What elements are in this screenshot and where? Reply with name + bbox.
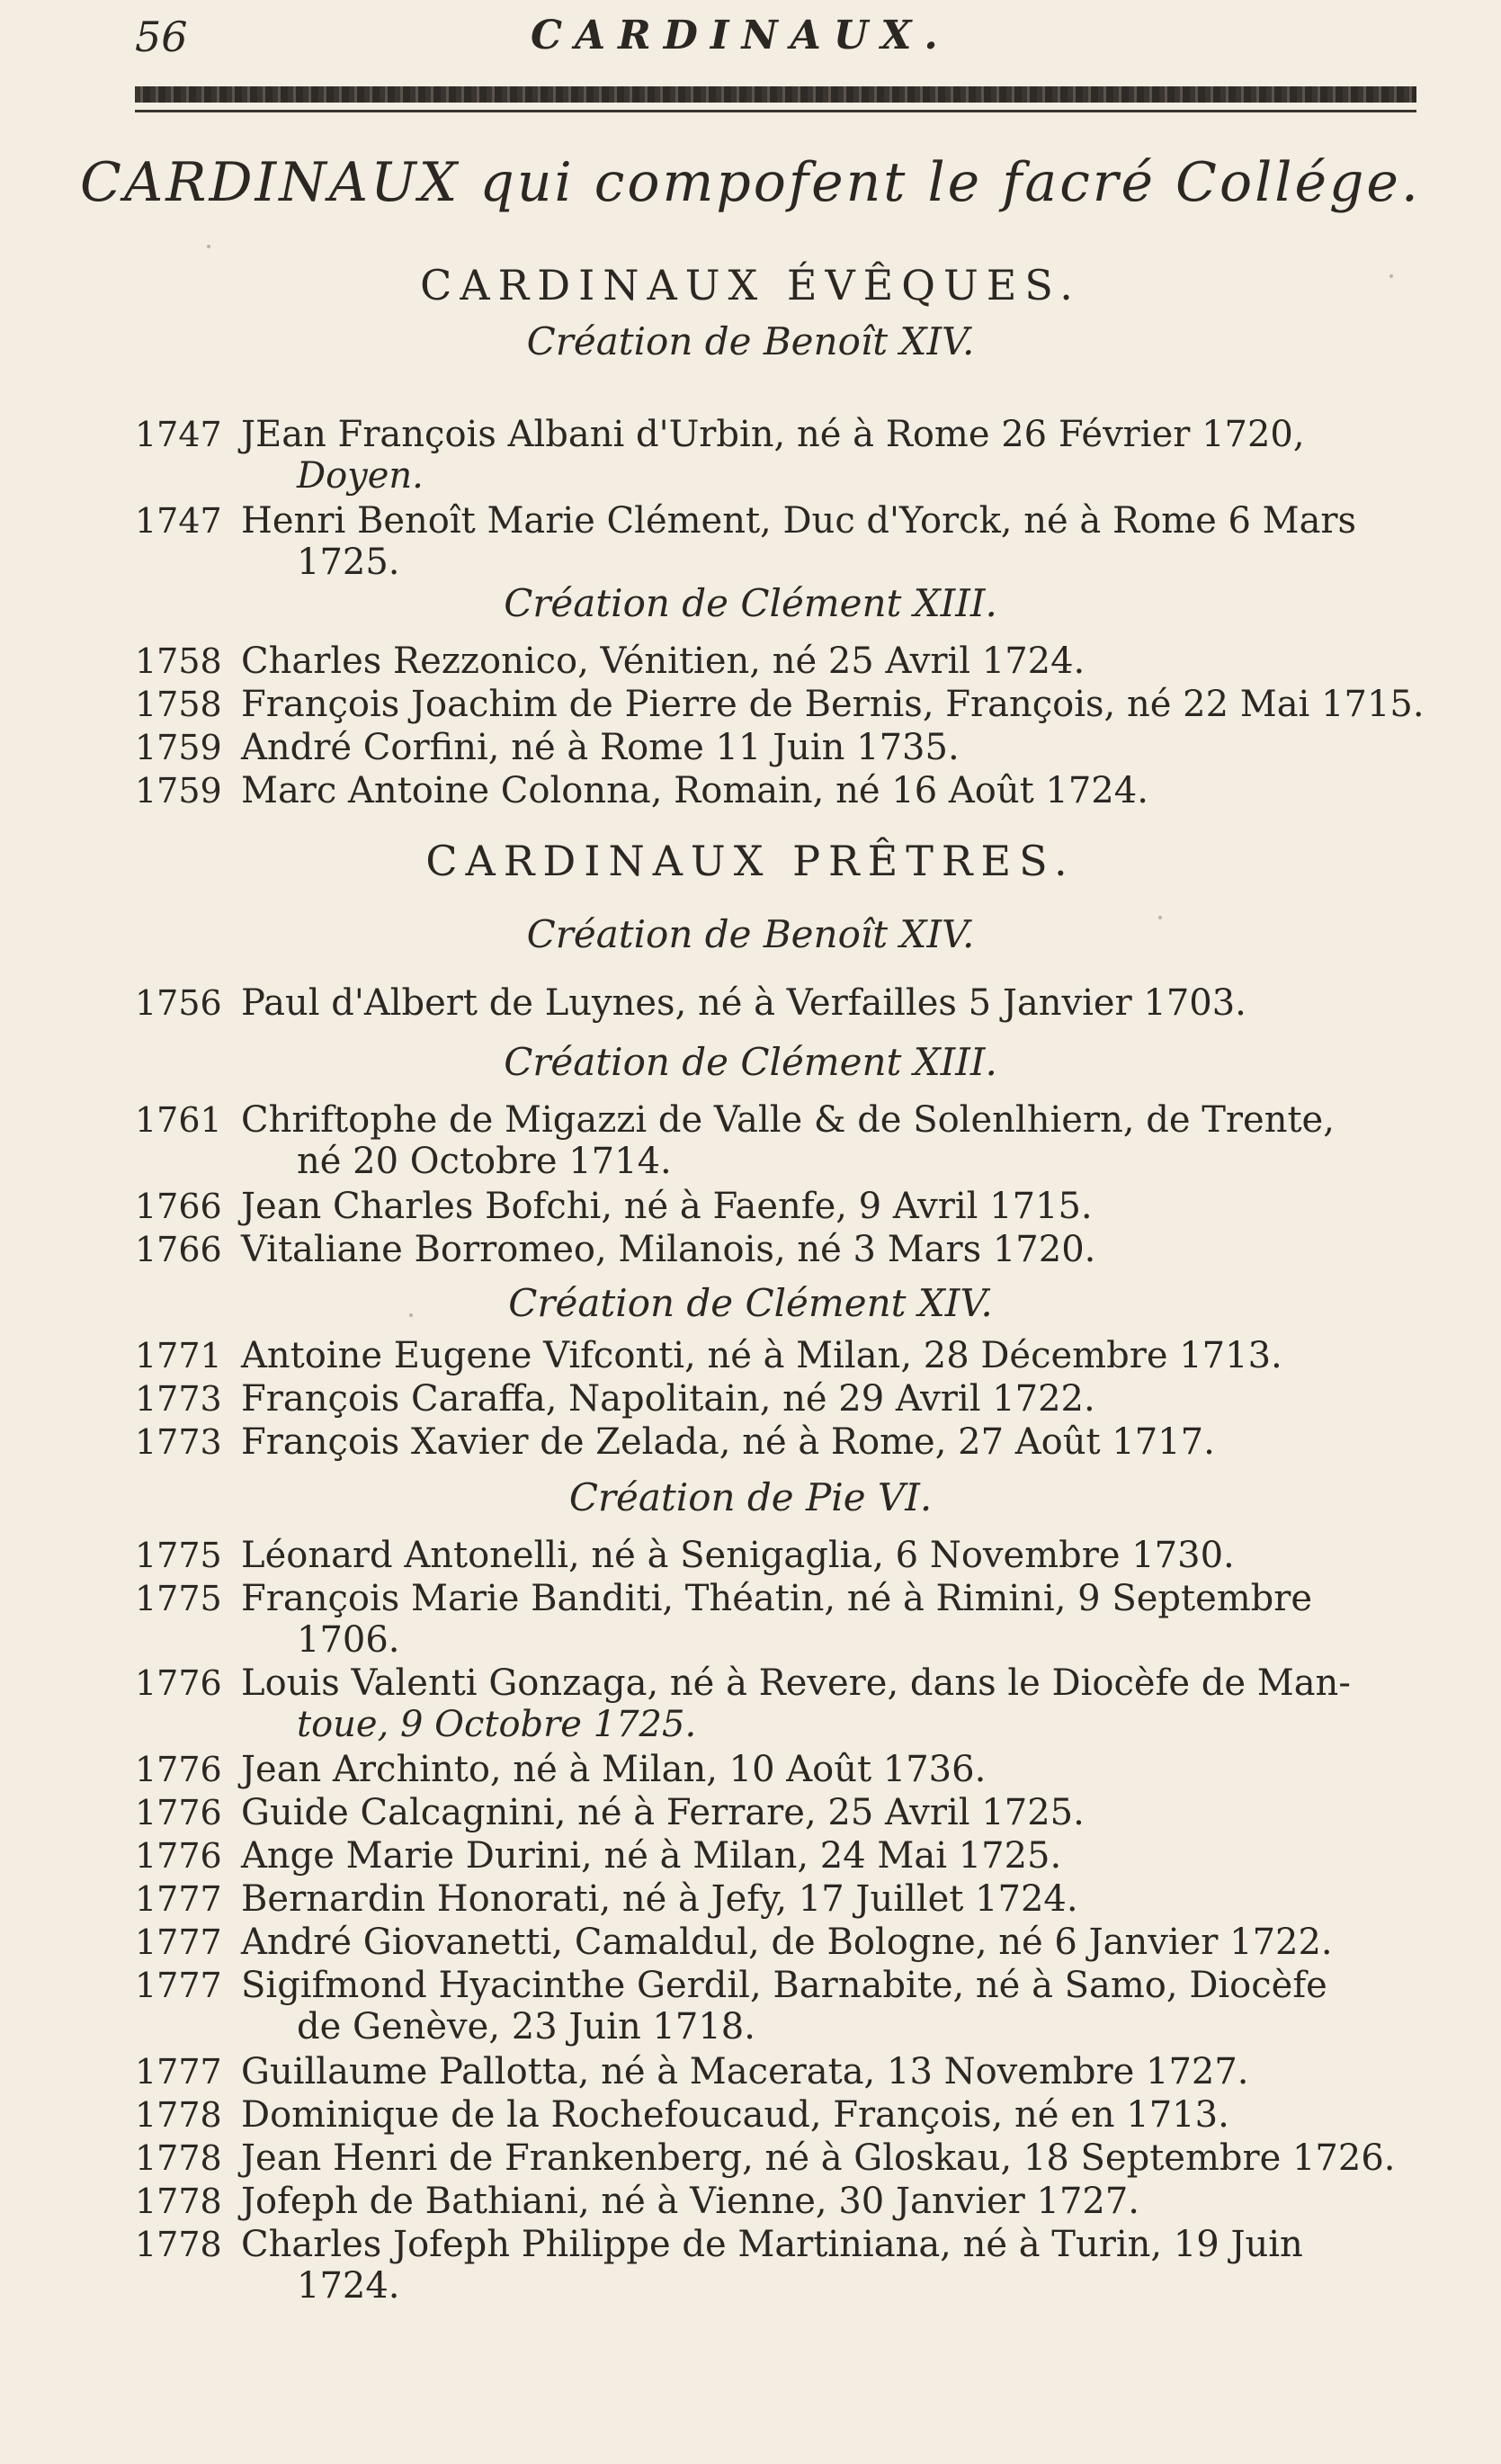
entry-year: 1758 [135, 641, 222, 681]
entry-year: 1776 [135, 1836, 222, 1876]
entry-text: Ange Marie Durini, né à Milan, 24 Mai 1725. [241, 1835, 1062, 1877]
entry-text: Vitaliane Borromeo, Milanois, né 3 Mars 1720. [241, 1229, 1096, 1270]
entry-text: Léonard Antonelli, né à Senigaglia, 6 Novembre 1730. [241, 1535, 1235, 1576]
entry-year: 1775 [135, 1579, 222, 1618]
entry-text: Jean Archinto, né à Milan, 10 Août 1736. [241, 1749, 987, 1790]
entry-text: Charles Rezzonico, Vénitien, né 25 Avril 1724. [241, 641, 1086, 682]
paper-speck [1158, 916, 1162, 919]
entry-continuation: 1706. [297, 1619, 400, 1661]
entry-text: François Caraffa, Napolitain, né 29 Avril 1722. [241, 1378, 1095, 1420]
creation-heading: Création de Clément XIV. [508, 1281, 993, 1325]
paper-speck [207, 245, 210, 248]
entry-text: André Giovanetti, Camaldul, de Bologne, né 6 Janvier 1722. [241, 1922, 1333, 1963]
entry-year: 1771 [135, 1336, 222, 1375]
entry-year: 1756 [135, 983, 222, 1023]
entry-year: 1778 [135, 2095, 222, 2135]
entry-text: Chriftophe de Migazzi de Valle & de Solenlhiern, de Trente, [241, 1099, 1335, 1141]
entry-year: 1747 [135, 501, 222, 541]
entry-year: 1776 [135, 1793, 222, 1832]
entry-text: Louis Valenti Gonzaga, né à Revere, dans le Diocèfe de Man- [241, 1662, 1351, 1704]
paper-speck [1389, 274, 1393, 278]
rule-thin [135, 110, 1416, 112]
entry-year: 1776 [135, 1750, 222, 1789]
creation-heading: Création de Pie VI. [568, 1475, 933, 1519]
entry-year: 1761 [135, 1100, 222, 1140]
entry-year: 1758 [135, 685, 222, 724]
entry-continuation: Doyen. [297, 455, 424, 497]
entry-year: 1777 [135, 2052, 222, 2092]
entry-text: JEan François Albani d'Urbin, né à Rome 26 Février 1720, [241, 414, 1305, 455]
creation-heading: Création de Benoît XIV. [526, 319, 975, 363]
entry-text: Antoine Eugene Vifconti, né à Milan, 28 Décembre 1713. [241, 1335, 1282, 1376]
creation-heading: Création de Clément XIII. [504, 1040, 997, 1084]
entry-continuation: de Genève, 23 Juin 1718. [297, 2006, 755, 2047]
entry-text: Dominique de la Rochefoucaud, François, né en 1713. [241, 2094, 1229, 2136]
entry-text: Paul d'Albert de Luynes, né à Verfailles 5 Janvier 1703. [241, 982, 1246, 1024]
entry-text: André Corfini, né à Rome 11 Juin 1735. [241, 727, 960, 768]
entry-text: Guide Calcagnini, né à Ferrare, 25 Avril 1725. [241, 1792, 1085, 1833]
page-title: CARDINAUX qui compofent le facré Collége. [80, 151, 1421, 214]
entry-year: 1773 [135, 1379, 222, 1419]
entry-text: François Xavier de Zelada, né à Rome, 27 Août 1717. [241, 1421, 1215, 1463]
entry-year: 1766 [135, 1187, 222, 1226]
page-number: 56 [135, 13, 188, 61]
entry-year: 1776 [135, 1663, 222, 1703]
entry-continuation: né 20 Octobre 1714. [297, 1141, 672, 1182]
entry-text: Jofeph de Bathiani, né à Vienne, 30 Janvier 1727. [241, 2181, 1140, 2222]
entry-text: François Marie Banditi, Théatin, né à Rimini, 9 Septembre [241, 1578, 1313, 1619]
entry-year: 1777 [135, 1922, 222, 1962]
entry-text: Marc Antoine Colonna, Romain, né 16 Août 1724. [241, 770, 1148, 811]
running-title: CARDINAUX. [531, 13, 951, 58]
entry-year: 1777 [135, 1966, 222, 2005]
entry-year: 1747 [135, 415, 222, 454]
rule-thick [135, 86, 1416, 103]
creation-heading: Création de Benoît XIV. [526, 912, 975, 956]
entry-continuation: 1725. [297, 542, 400, 583]
paper-speck [409, 1313, 413, 1317]
entry-continuation: toue, 9 Octobre 1725. [297, 1704, 697, 1745]
entry-year: 1778 [135, 2182, 222, 2221]
entry-year: 1766 [135, 1230, 222, 1269]
entry-year: 1778 [135, 2225, 222, 2264]
entry-year: 1759 [135, 728, 222, 767]
entry-text: Charles Jofeph Philippe de Martiniana, né à Turin, 19 Juin [241, 2224, 1303, 2265]
entry-text: Sigifmond Hyacinthe Gerdil, Barnabite, né à Samo, Diocèfe [241, 1965, 1327, 2006]
running-head [135, 13, 1429, 67]
entry-text: Henri Benoît Marie Clément, Duc d'Yorck, né à Rome 6 Mars [241, 500, 1357, 542]
entry-text: Guillaume Pallotta, né à Macerata, 13 Novembre 1727. [241, 2051, 1249, 2092]
entry-text: Jean Henri de Frankenberg, né à Gloskau, 18 Septembre 1726. [241, 2137, 1396, 2179]
entry-year: 1773 [135, 1422, 222, 1462]
creation-heading: Création de Clément XIII. [504, 581, 997, 625]
entry-text: François Joachim de Pierre de Bernis, François, né 22 Mai 1715. [241, 684, 1425, 725]
entry-text: Bernardin Honorati, né à Jefy, 17 Juillet 1724. [241, 1878, 1078, 1920]
entry-year: 1778 [135, 2138, 222, 2178]
section-heading: CARDINAUX PRÊTRES. [425, 837, 1076, 885]
section-heading: CARDINAUX ÉVÊQUES. [420, 261, 1081, 309]
entry-year: 1777 [135, 1879, 222, 1919]
entry-year: 1775 [135, 1536, 222, 1575]
entry-text: Jean Charles Bofchi, né à Faenfe, 9 Avril 1715. [241, 1186, 1093, 1227]
entry-continuation: 1724. [297, 2265, 400, 2307]
ornamental-rule [135, 83, 1416, 121]
entry-year: 1759 [135, 771, 222, 811]
